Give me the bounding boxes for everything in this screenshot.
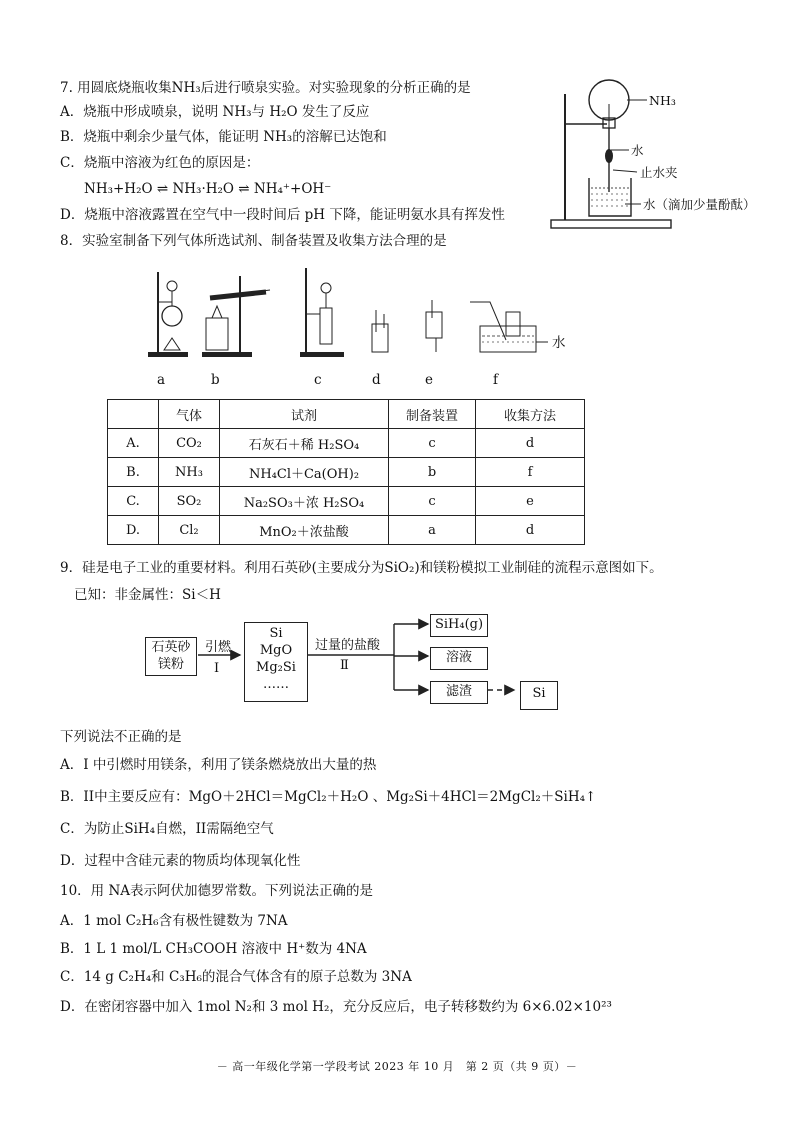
table-cell: NH₃ — [159, 458, 220, 487]
q9-known: 已知：非金属性：Si＜H — [74, 587, 221, 603]
flow-step2-number: Ⅱ — [340, 658, 349, 673]
table-cell: e — [476, 487, 585, 516]
q9-ask: 下列说法不正确的是 — [60, 729, 182, 745]
apparatus-f — [470, 302, 548, 352]
q10-option-b: B．1 L 1 mol/L CH₃COOH 溶液中 H⁺数为 4NA — [60, 941, 367, 957]
flow-final-si: Si — [520, 681, 558, 710]
table-cell: B. — [108, 458, 159, 487]
fig-label-water: 水 — [631, 143, 644, 158]
table-cell: Na₂SO₃＋浓 H₂SO₄ — [220, 487, 389, 516]
flow-mid-line2: MgO — [259, 643, 293, 658]
flow-step2-label: 过量的盐酸 — [315, 638, 381, 653]
q10-stem: 10．用 NA表示阿伏加德罗常数。下列说法正确的是 — [60, 883, 374, 899]
table-row — [108, 487, 585, 516]
fig-label-nh3: NH₃ — [649, 93, 676, 108]
apparatus-label-f: f — [493, 372, 498, 388]
apparatus-a — [148, 272, 188, 357]
apparatus-d — [372, 310, 388, 352]
table-cell: d — [476, 429, 585, 458]
table-cell: C. — [108, 487, 159, 516]
q10-option-a: A．1 mol C₂H₆含有极性键数为 7NA — [60, 913, 288, 929]
flow-out-sih4: SiH₄(g) — [430, 614, 488, 637]
flow-mid-box — [244, 622, 308, 702]
fig-label-clamp: 止水夹 — [640, 165, 678, 180]
q9-stem: 9．硅是电子工业的重要材料。利用石英砂(主要成分为SiO₂)和镁粉模拟工业制硅的流程示意图如下。 — [60, 560, 663, 576]
table-cell: SO₂ — [159, 487, 220, 516]
table-cell: b — [389, 458, 476, 487]
table-header-cell: 气体 — [159, 400, 220, 429]
q9-flow-arrows — [140, 610, 580, 720]
apparatus-label-e: e — [425, 372, 433, 388]
flow-mid-line4: …… — [263, 677, 289, 692]
apparatus-b — [202, 276, 270, 357]
apparatus-label-b: b — [211, 372, 220, 388]
table-cell: NH₄Cl＋Ca(OH)₂ — [220, 458, 389, 487]
q7-option-b: B．烧瓶中剩余少量气体，能证明 NH₃的溶解已达饱和 — [60, 129, 387, 145]
q7-option-d: D．烧瓶中溶液露置在空气中一段时间后 pH 下降，能证明氨水具有挥发性 — [60, 207, 505, 223]
table-row — [108, 516, 585, 545]
apparatus-e — [426, 300, 442, 352]
table-cell: 石灰石＋稀 H₂SO₄ — [220, 429, 389, 458]
table-row — [108, 458, 585, 487]
table-row — [108, 429, 585, 458]
table-header-cell: 试剂 — [220, 400, 389, 429]
table-header-cell: 收集方法 — [476, 400, 585, 429]
apparatus-label-d: d — [372, 372, 381, 388]
table-cell: A. — [108, 429, 159, 458]
flow-start-box — [145, 637, 197, 676]
table-cell: CO₂ — [159, 429, 220, 458]
table-cell: f — [476, 458, 585, 487]
flow-start-line2: 镁粉 — [157, 657, 184, 672]
q9-option-a: A．I 中引燃时用镁条，利用了镁条燃烧放出大量的热 — [60, 757, 377, 773]
flow-step1-number: I — [214, 661, 220, 676]
q7-option-c-equation: NH₃+H₂O ⇌ NH₃·H₂O ⇌ NH₄⁺+OH⁻ — [84, 181, 332, 197]
apparatus-label-a: a — [157, 372, 166, 388]
page-footer: － 高一年级化学第一学段考试 2023 年 10 月 第 2 页（共 9 页）－ — [216, 1060, 578, 1073]
table-cell: d — [476, 516, 585, 545]
q7-option-c: C．烧瓶中溶液为红色的原因是： — [60, 155, 260, 171]
flow-out-solution: 溶液 — [430, 647, 488, 670]
table-header-cell — [108, 400, 159, 429]
flow-mid-line1: Si — [269, 626, 283, 641]
flow-start-line1: 石英砂 — [151, 640, 191, 655]
fig-label-beaker: 水（滴加少量酚酞） — [643, 197, 756, 212]
q10-option-c: C．14 g C₂H₄和 C₃H₆的混合气体含有的原子总数为 3NA — [60, 969, 412, 985]
q7-option-a: A．烧瓶中形成喷泉，说明 NH₃与 H₂O 发生了反应 — [60, 104, 370, 120]
apparatus-row-figure — [140, 262, 570, 362]
apparatus-f-water-label: 水 — [552, 335, 566, 351]
apparatus-c — [300, 268, 344, 357]
q9-option-d: D．过程中含硅元素的物质均体现氧化性 — [60, 853, 301, 869]
table-cell: D. — [108, 516, 159, 545]
q8-options-table — [107, 399, 585, 545]
flow-out-residue: 滤渣 — [430, 681, 488, 704]
q10-option-d: D．在密闭容器中加入 1mol N₂和 3 mol H₂，充分反应后，电子转移数约为 6×6.02×10²³ — [60, 999, 612, 1015]
q9-option-b: B．II中主要反应有：MgO＋2HCl＝MgCl₂＋H₂O 、Mg₂Si＋4HCl＝2MgCl₂＋SiH₄↑ — [60, 789, 597, 805]
apparatus-label-c: c — [314, 372, 322, 388]
q8-stem: 8．实验室制备下列气体所选试剂、制备装置及收集方法合理的是 — [60, 233, 447, 249]
flow-step1-label: 引燃 — [205, 640, 232, 655]
table-cell: c — [389, 487, 476, 516]
q9-option-c: C．为防止SiH₄自燃，II需隔绝空气 — [60, 821, 274, 837]
q7-stem: 7. 用圆底烧瓶收集NH₃后进行喷泉实验。对实验现象的分析正确的是 — [60, 80, 471, 96]
table-cell: Cl₂ — [159, 516, 220, 545]
table-cell: a — [389, 516, 476, 545]
table-cell: c — [389, 429, 476, 458]
table-header-row — [108, 400, 585, 429]
flow-mid-line3: Mg₂Si — [256, 660, 296, 675]
table-header-cell: 制备装置 — [389, 400, 476, 429]
table-cell: MnO₂＋浓盐酸 — [220, 516, 389, 545]
